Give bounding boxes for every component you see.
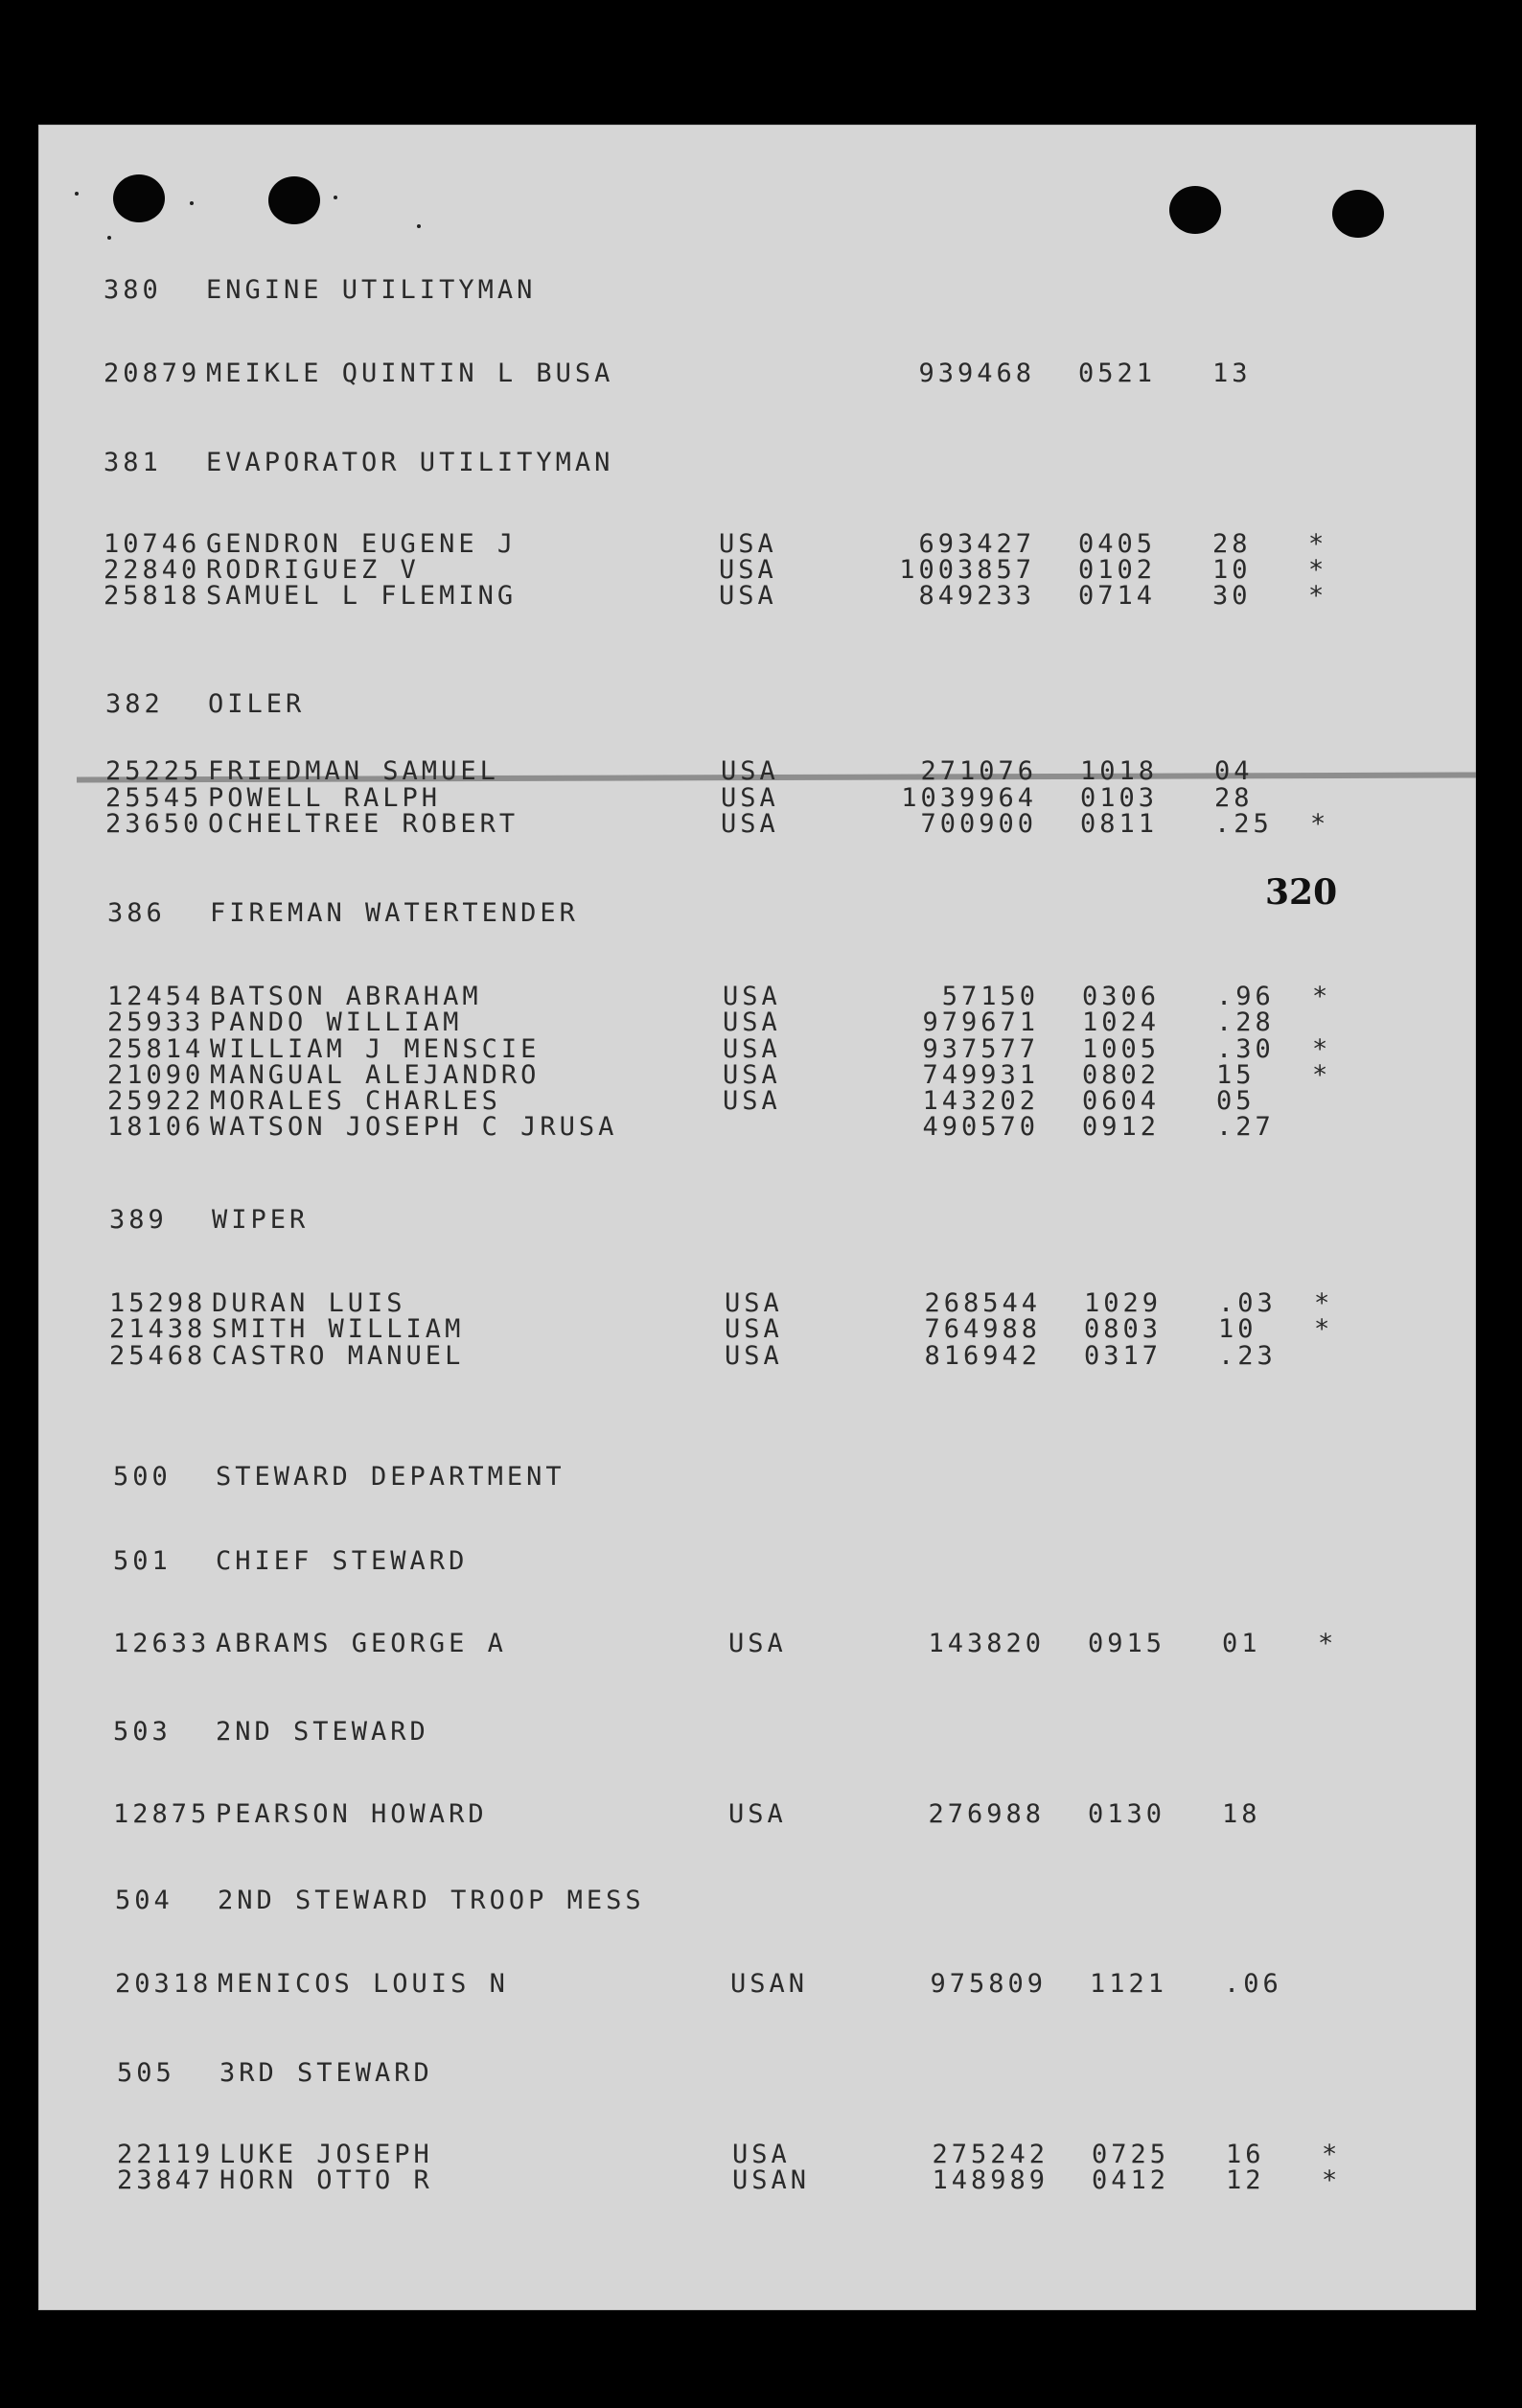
row-name: BATSON ABRAHAM xyxy=(210,982,482,1011)
row-years: .96 xyxy=(1216,982,1275,1011)
row-years: .27 xyxy=(1216,1112,1275,1142)
row-citizenship: USA xyxy=(723,1034,781,1064)
row-id: 22119 xyxy=(117,2140,215,2169)
row-number: 1003857 xyxy=(899,555,1035,585)
punch-hole xyxy=(113,174,165,222)
section-code: 382 xyxy=(105,689,164,719)
row-number: 143202 xyxy=(922,1086,1039,1116)
row-number: 939468 xyxy=(918,359,1035,388)
row-name: SAMUEL L FLEMING xyxy=(206,581,518,611)
row-id: 25933 xyxy=(107,1007,205,1037)
row-number: 268544 xyxy=(924,1288,1041,1318)
row-number: 275242 xyxy=(932,2140,1049,2169)
row-citizenship: USA xyxy=(723,1086,781,1116)
row-date: 0521 xyxy=(1078,359,1157,388)
row-name: POWELL RALPH xyxy=(208,783,442,813)
row-years: 13 xyxy=(1212,359,1252,388)
row-citizenship: USA xyxy=(725,1341,783,1371)
row-date: 0306 xyxy=(1082,982,1161,1011)
row-mark: * xyxy=(1308,581,1328,611)
row-id: 10746 xyxy=(104,529,201,559)
row-date: 1121 xyxy=(1090,1969,1168,1999)
section-code: 504 xyxy=(115,1886,173,1915)
section-code: 501 xyxy=(113,1546,172,1576)
row-mark: * xyxy=(1308,555,1328,585)
row-date: 0912 xyxy=(1082,1112,1161,1142)
row-citizenship: USA xyxy=(719,581,777,611)
row-name: GENDRON EUGENE J xyxy=(206,529,518,559)
row-date: 1029 xyxy=(1084,1288,1163,1318)
section-title: 2ND STEWARD TROOP MESS xyxy=(218,1886,645,1915)
punch-hole xyxy=(268,176,320,224)
row-date: 0803 xyxy=(1084,1314,1163,1344)
row-years: 30 xyxy=(1212,581,1252,611)
row-number: 764988 xyxy=(924,1314,1041,1344)
row-id: 22840 xyxy=(104,555,201,585)
row-name: ABRAMS GEORGE A xyxy=(216,1629,507,1658)
row-years: .23 xyxy=(1218,1341,1277,1371)
row-id: 12454 xyxy=(107,982,205,1011)
section-title: OILER xyxy=(208,689,306,719)
row-id: 21438 xyxy=(109,1314,207,1344)
row-years: 01 xyxy=(1222,1629,1261,1658)
row-citizenship: USAN xyxy=(730,1969,809,1999)
row-name: CASTRO MANUEL xyxy=(212,1341,465,1371)
section-code: 389 xyxy=(109,1205,168,1235)
row-name: MEIKLE QUINTIN L BUSA xyxy=(206,359,614,388)
row-citizenship: USA xyxy=(723,1007,781,1037)
row-number: 693427 xyxy=(918,529,1035,559)
section-title: CHIEF STEWARD xyxy=(216,1546,469,1576)
row-date: 0412 xyxy=(1092,2165,1170,2195)
row-years: 16 xyxy=(1226,2140,1265,2169)
row-id: 25468 xyxy=(109,1341,207,1371)
row-date: 0915 xyxy=(1088,1629,1166,1658)
row-years: .30 xyxy=(1216,1034,1275,1064)
row-citizenship: USA xyxy=(721,809,779,839)
row-date: 0604 xyxy=(1082,1086,1161,1116)
row-number: 937577 xyxy=(922,1034,1039,1064)
section-title: FIREMAN WATERTENDER xyxy=(210,898,579,928)
section-title: STEWARD DEPARTMENT xyxy=(216,1462,565,1492)
row-id: 25225 xyxy=(105,756,203,786)
row-mark: * xyxy=(1314,1314,1334,1344)
row-mark: * xyxy=(1322,2140,1342,2169)
row-years: .03 xyxy=(1218,1288,1277,1318)
row-id: 18106 xyxy=(107,1112,205,1142)
row-citizenship: USA xyxy=(728,1799,787,1829)
row-name: MORALES CHARLES xyxy=(210,1086,501,1116)
row-number: 975809 xyxy=(930,1969,1047,1999)
row-name: FRIEDMAN SAMUEL xyxy=(208,756,499,786)
section-code: 381 xyxy=(104,448,162,477)
punch-hole xyxy=(1169,186,1221,234)
row-mark: * xyxy=(1310,809,1330,839)
row-mark: * xyxy=(1308,529,1328,559)
row-name: MANGUAL ALEJANDRO xyxy=(210,1060,541,1090)
section-title: 3RD STEWARD xyxy=(219,2058,433,2088)
row-date: 0317 xyxy=(1084,1341,1163,1371)
row-citizenship: USA xyxy=(723,1060,781,1090)
row-citizenship: USA xyxy=(728,1629,787,1658)
row-name: WATSON JOSEPH C JRUSA xyxy=(210,1112,618,1142)
row-date: 1005 xyxy=(1082,1034,1161,1064)
row-id: 25922 xyxy=(107,1086,205,1116)
row-citizenship: USA xyxy=(721,783,779,813)
row-date: 1024 xyxy=(1082,1007,1161,1037)
row-number: 849233 xyxy=(918,581,1035,611)
section-code: 380 xyxy=(104,275,162,305)
row-years: 15 xyxy=(1216,1060,1256,1090)
row-name: PEARSON HOWARD xyxy=(216,1799,488,1829)
row-years: .06 xyxy=(1224,1969,1282,1999)
row-date: 0130 xyxy=(1088,1799,1166,1829)
row-name: OCHELTREE ROBERT xyxy=(208,809,519,839)
speck xyxy=(107,236,111,240)
row-number: 57150 xyxy=(941,982,1039,1011)
row-number: 1039964 xyxy=(901,783,1037,813)
row-name: PANDO WILLIAM xyxy=(210,1007,463,1037)
row-name: DURAN LUIS xyxy=(212,1288,406,1318)
row-number: 276988 xyxy=(928,1799,1045,1829)
row-years: 18 xyxy=(1222,1799,1261,1829)
row-name: HORN OTTO R xyxy=(219,2165,433,2195)
row-number: 749931 xyxy=(922,1060,1039,1090)
row-id: 25818 xyxy=(104,581,201,611)
speck xyxy=(75,192,79,196)
row-citizenship: USA xyxy=(725,1288,783,1318)
page-stamp: 320 xyxy=(1265,872,1338,913)
row-years: .28 xyxy=(1216,1007,1275,1037)
row-id: 12875 xyxy=(113,1799,211,1829)
row-id: 21090 xyxy=(107,1060,205,1090)
row-years: 12 xyxy=(1226,2165,1265,2195)
row-number: 143820 xyxy=(928,1629,1045,1658)
row-date: 0103 xyxy=(1080,783,1159,813)
section-code: 500 xyxy=(113,1462,172,1492)
row-years: 04 xyxy=(1214,756,1254,786)
row-date: 0802 xyxy=(1082,1060,1161,1090)
row-number: 700900 xyxy=(920,809,1037,839)
row-mark: * xyxy=(1314,1288,1334,1318)
row-number: 271076 xyxy=(920,756,1037,786)
row-id: 23650 xyxy=(105,809,203,839)
row-date: 0811 xyxy=(1080,809,1159,839)
row-mark: * xyxy=(1312,982,1332,1011)
speck xyxy=(190,201,194,205)
punch-hole xyxy=(1332,190,1384,238)
row-id: 20879 xyxy=(104,359,201,388)
row-number: 816942 xyxy=(924,1341,1041,1371)
row-mark: * xyxy=(1312,1060,1332,1090)
row-id: 25814 xyxy=(107,1034,205,1064)
section-code: 503 xyxy=(113,1717,172,1747)
row-id: 23847 xyxy=(117,2165,215,2195)
row-id: 12633 xyxy=(113,1629,211,1658)
section-title: ENGINE UTILITYMAN xyxy=(206,275,537,305)
row-citizenship: USA xyxy=(721,756,779,786)
row-date: 1018 xyxy=(1080,756,1159,786)
row-date: 0714 xyxy=(1078,581,1157,611)
row-name: LUKE JOSEPH xyxy=(219,2140,433,2169)
row-citizenship: USA xyxy=(725,1314,783,1344)
row-date: 0725 xyxy=(1092,2140,1170,2169)
section-code: 505 xyxy=(117,2058,175,2088)
section-code: 386 xyxy=(107,898,166,928)
row-citizenship: USA xyxy=(723,982,781,1011)
section-title: WIPER xyxy=(212,1205,310,1235)
row-citizenship: USA xyxy=(719,529,777,559)
row-mark: * xyxy=(1318,1629,1338,1658)
row-years: 28 xyxy=(1214,783,1254,813)
section-title: 2ND STEWARD xyxy=(216,1717,429,1747)
row-citizenship: USAN xyxy=(732,2165,811,2195)
document-sheet xyxy=(38,125,1476,2310)
row-years: 10 xyxy=(1212,555,1252,585)
row-name: MENICOS LOUIS N xyxy=(218,1969,509,1999)
row-citizenship: USA xyxy=(732,2140,791,2169)
row-id: 15298 xyxy=(109,1288,207,1318)
row-mark: * xyxy=(1312,1034,1332,1064)
row-years: 05 xyxy=(1216,1086,1256,1116)
row-date: 0405 xyxy=(1078,529,1157,559)
speck xyxy=(334,196,337,199)
row-name: RODRIGUEZ V xyxy=(206,555,420,585)
row-id: 20318 xyxy=(115,1969,213,1999)
row-years: 10 xyxy=(1218,1314,1257,1344)
row-name: WILLIAM J MENSCIE xyxy=(210,1034,541,1064)
row-years: .25 xyxy=(1214,809,1273,839)
row-name: SMITH WILLIAM xyxy=(212,1314,465,1344)
row-date: 0102 xyxy=(1078,555,1157,585)
speck xyxy=(417,224,421,228)
row-id: 25545 xyxy=(105,783,203,813)
row-mark: * xyxy=(1322,2165,1342,2195)
row-number: 490570 xyxy=(922,1112,1039,1142)
row-number: 148989 xyxy=(932,2165,1049,2195)
row-years: 28 xyxy=(1212,529,1252,559)
section-title: EVAPORATOR UTILITYMAN xyxy=(206,448,614,477)
row-number: 979671 xyxy=(922,1007,1039,1037)
row-citizenship: USA xyxy=(719,555,777,585)
